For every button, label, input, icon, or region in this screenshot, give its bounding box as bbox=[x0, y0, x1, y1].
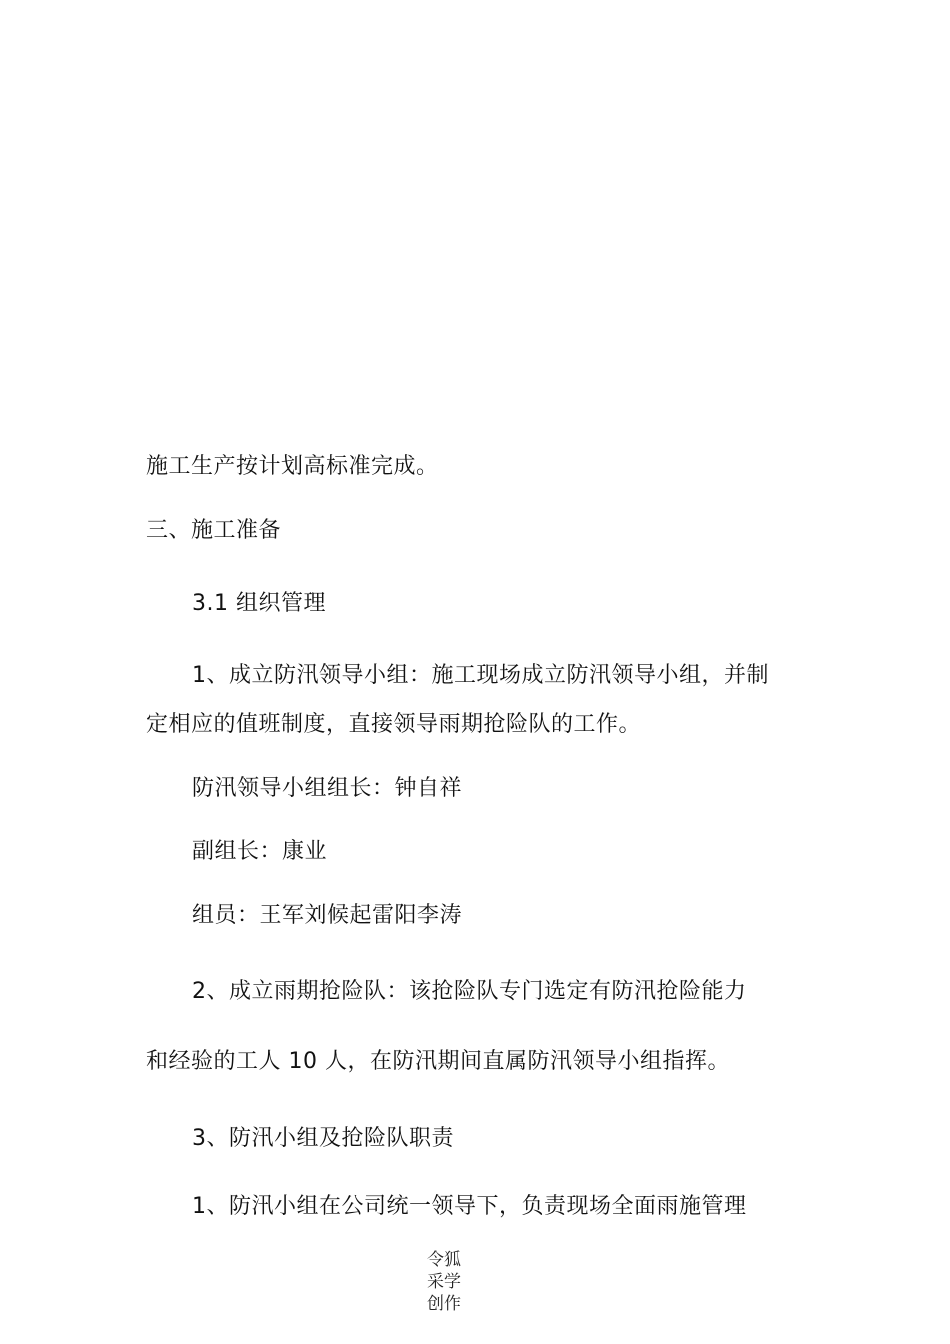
footer-line: 创作 bbox=[427, 1294, 461, 1314]
body-text-line: 1、成立防汛领导小组：施工现场成立防汛领导小组，并制 bbox=[192, 663, 769, 688]
footer-line: 采学 bbox=[427, 1272, 461, 1292]
body-text-line: 1、防汛小组在公司统一领导下，负责现场全面雨施管理 bbox=[192, 1194, 747, 1219]
footer-author-note bbox=[422, 1249, 466, 1315]
team-leader-line: 防汛领导小组组长：钟自祥 bbox=[192, 776, 463, 801]
body-text-line: 3、防汛小组及抢险队职责 bbox=[192, 1126, 454, 1151]
section-heading: 三、施工准备 bbox=[146, 518, 282, 543]
body-text-line: 2、成立雨期抢险队：该抢险队专门选定有防汛抢险能力 bbox=[192, 979, 747, 1004]
body-text-line: 和经验的工人 10 人，在防汛期间直属防汛领导小组指挥。 bbox=[146, 1049, 730, 1074]
team-members-line: 组员：王军刘候起雷阳李涛 bbox=[192, 903, 463, 928]
body-text-line: 施工生产按计划高标准完成。 bbox=[146, 454, 439, 479]
body-text-line: 定相应的值班制度，直接领导雨期抢险队的工作。 bbox=[146, 712, 642, 737]
subsection-heading: 3.1 组织管理 bbox=[192, 591, 326, 616]
deputy-leader-line: 副组长：康业 bbox=[192, 839, 328, 864]
footer-line: 令狐 bbox=[427, 1250, 461, 1270]
